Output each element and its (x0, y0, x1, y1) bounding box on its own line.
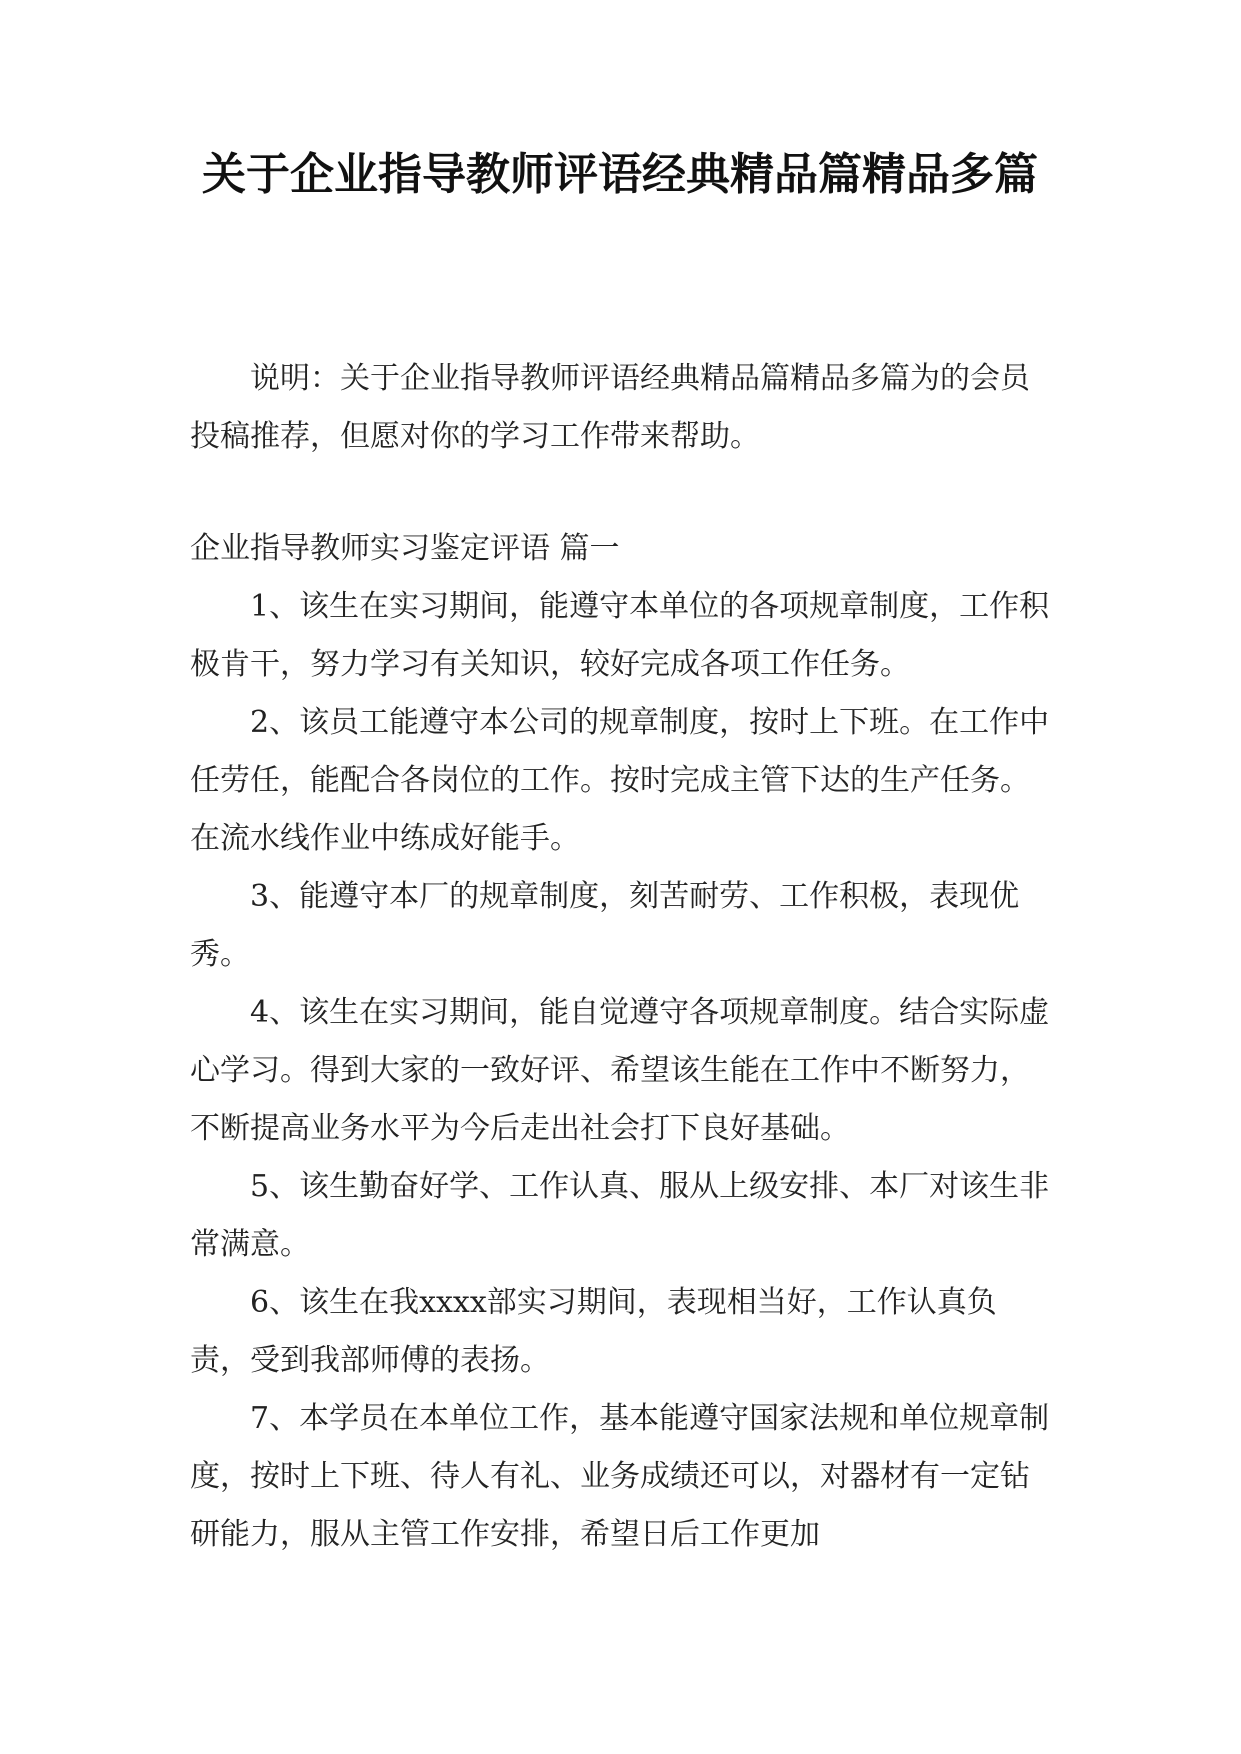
intro-paragraph: 说明：关于企业指导教师评语经典精品篇精品多篇为的会员投稿推荐，但愿对你的学习工作带来帮助。 (190, 361, 1030, 454)
document-title: 关于企业指导教师评语经典精品篇精品多篇 (202, 149, 1038, 200)
list-item: 7、本学员在本单位工作，基本能遵守国家法规和单位规章制度，按时上下班、待人有礼、业务成绩还可以，对器材有一定钻研能力，服从主管工作安排，希望日后工作更加 (190, 1401, 1050, 1552)
list-item: 3、能遵守本厂的规章制度，刻苦耐劳、工作积极，表现优秀。 (190, 879, 1020, 972)
list-item: 6、该生在我xxxx部实习期间，表现相当好，工作认真负责，受到我部师傅的表扬。 (190, 1285, 997, 1378)
section-heading: 企业指导教师实习鉴定评语 篇一 (190, 531, 620, 566)
list-item: 1、该生在实习期间，能遵守本单位的各项规章制度，工作积极肯干，努力学习有关知识，较好完成各项工作任务。 (190, 589, 1050, 682)
list-item: 2、该员工能遵守本公司的规章制度，按时上下班。在工作中任劳任，能配合各岗位的工作。按时完成主管下达的生产任务。在流水线作业中练成好能手。 (190, 705, 1050, 856)
section-block (190, 520, 1050, 1564)
intro-block (190, 350, 1050, 466)
list-item: 5、该生勤奋好学、工作认真、服从上级安排、本厂对该生非常满意。 (190, 1169, 1050, 1262)
list-item: 4、该生在实习期间，能自觉遵守各项规章制度。结合实际虚心学习。得到大家的一致好评、希望该生能在工作中不断努力，不断提高业务水平为今后走出社会打下良好基础。 (190, 995, 1050, 1146)
